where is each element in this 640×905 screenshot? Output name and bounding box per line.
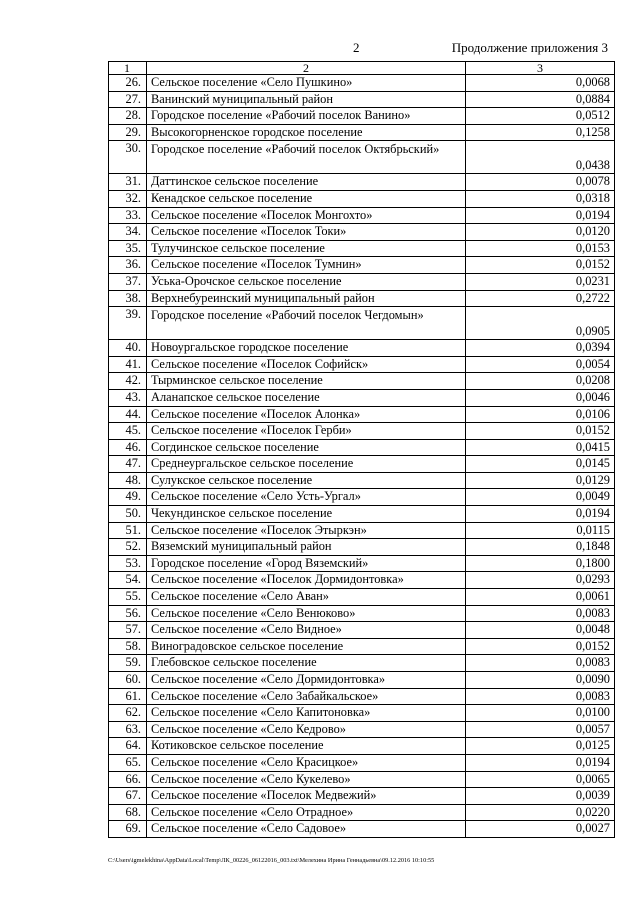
- table-row: [109, 439, 615, 456]
- coefficient-value: 0,0884: [466, 91, 615, 108]
- table-header-row: [109, 62, 615, 75]
- settlement-name: Сельское поселение «Село Отрадное»: [147, 804, 466, 821]
- row-number: 46.: [109, 439, 147, 456]
- settlement-name: Сельское поселение «Село Дормидонтовка»: [147, 672, 466, 689]
- coefficient-value: 0,1800: [466, 555, 615, 572]
- row-number: 53.: [109, 555, 147, 572]
- row-number: 60.: [109, 672, 147, 689]
- coefficient-value: 0,0065: [466, 771, 615, 788]
- table-row: [109, 622, 615, 639]
- coefficient-value: 0,0083: [466, 688, 615, 705]
- settlement-name: Сельское поселение «Поселок Герби»: [147, 423, 466, 440]
- coefficient-value: 0,0083: [466, 605, 615, 622]
- settlement-name: Сельское поселение «Село Аван»: [147, 589, 466, 606]
- settlement-name: Сельское поселение «Село Садовое»: [147, 821, 466, 838]
- coefficient-value: 0,0027: [466, 821, 615, 838]
- row-number: 26.: [109, 75, 147, 92]
- settlement-name: Сельское поселение «Село Видное»: [147, 622, 466, 639]
- table-row: [109, 224, 615, 241]
- table-row: [109, 340, 615, 357]
- settlement-name: Сулукское сельское поселение: [147, 472, 466, 489]
- table-row: [109, 75, 615, 92]
- row-number: 28.: [109, 108, 147, 125]
- settlement-name: [147, 307, 466, 340]
- coefficient-value: 0,0512: [466, 108, 615, 125]
- row-number: 62.: [109, 705, 147, 722]
- table-row: [109, 638, 615, 655]
- coefficient-value: 0,0152: [466, 423, 615, 440]
- settlement-name: Сельское поселение «Поселок Медвежий»: [147, 788, 466, 805]
- row-number: 69.: [109, 821, 147, 838]
- settlement-name: Аланапское сельское поселение: [147, 389, 466, 406]
- settlement-name: Сельское поселение «Село Капитоновка»: [147, 705, 466, 722]
- settlement-name: Сельское поселение «Село Усть-Ургал»: [147, 489, 466, 506]
- table-row: [109, 406, 615, 423]
- coefficient-value: 0,0048: [466, 622, 615, 639]
- row-number: 29.: [109, 124, 147, 141]
- row-number: 35.: [109, 240, 147, 257]
- table-row: [109, 423, 615, 440]
- row-number: 37.: [109, 273, 147, 290]
- table-row: [109, 141, 615, 174]
- row-number: 38.: [109, 290, 147, 307]
- settlement-name: Среднеургальское сельское поселение: [147, 456, 466, 473]
- continuation-caption: Продолжение приложения 3: [451, 40, 608, 55]
- settlement-name: Чекундинское сельское поселение: [147, 506, 466, 523]
- table-row: [109, 389, 615, 406]
- coefficient-value: 0,0220: [466, 804, 615, 821]
- settlement-name: Сельское поселение «Село Кукелево»: [147, 771, 466, 788]
- coefficient-value: 0,0054: [466, 356, 615, 373]
- settlement-name: Сельское поселение «Село Красицкое»: [147, 754, 466, 771]
- table-row: [109, 472, 615, 489]
- coefficient-value: 0,0090: [466, 672, 615, 689]
- settlement-name: Вяземский муниципальный район: [147, 539, 466, 556]
- table-row: [109, 522, 615, 539]
- table-row: [109, 207, 615, 224]
- table-row: [109, 373, 615, 390]
- table-row: [109, 655, 615, 672]
- coefficient-value: 0,0106: [466, 406, 615, 423]
- settlement-name: Сельское поселение «Село Кедрово»: [147, 721, 466, 738]
- row-number: 32.: [109, 190, 147, 207]
- table-row: [109, 771, 615, 788]
- page-number: 2: [353, 40, 360, 55]
- table-row: [109, 307, 615, 340]
- table-row: [109, 705, 615, 722]
- coefficient-value: 0,0100: [466, 705, 615, 722]
- row-number: 44.: [109, 406, 147, 423]
- row-number: 67.: [109, 788, 147, 805]
- column-header-3: 3: [466, 62, 615, 75]
- table-row: [109, 174, 615, 191]
- coefficient-value: 0,0394: [466, 340, 615, 357]
- settlement-name: Уська-Орочское сельское поселение: [147, 273, 466, 290]
- row-number: 43.: [109, 389, 147, 406]
- coefficient-value: 0,0125: [466, 738, 615, 755]
- coefficient-value: 0,0129: [466, 472, 615, 489]
- settlement-name: Сельское поселение «Поселок Токи»: [147, 224, 466, 241]
- row-number: 61.: [109, 688, 147, 705]
- table-row: [109, 721, 615, 738]
- table-row: [109, 672, 615, 689]
- coefficient-value: 0,0049: [466, 489, 615, 506]
- table-row: [109, 738, 615, 755]
- coefficient-value: 0,0208: [466, 373, 615, 390]
- row-number: 41.: [109, 356, 147, 373]
- settlement-name: Виноградовское сельское поселение: [147, 638, 466, 655]
- coefficient-value: 0,0438: [466, 141, 615, 174]
- table-row: [109, 555, 615, 572]
- settlement-name: Сельское поселение «Село Забайкальское»: [147, 688, 466, 705]
- settlement-name: Сельское поселение «Поселок Алонка»: [147, 406, 466, 423]
- row-number: 64.: [109, 738, 147, 755]
- settlement-name: Сельское поселение «Село Пушкино»: [147, 75, 466, 92]
- settlement-name: Даттинское сельское поселение: [147, 174, 466, 191]
- row-number: 66.: [109, 771, 147, 788]
- row-number: 51.: [109, 522, 147, 539]
- table-row: [109, 788, 615, 805]
- row-number: 48.: [109, 472, 147, 489]
- settlement-name: Сельское поселение «Поселок Этыркэн»: [147, 522, 466, 539]
- row-number: 45.: [109, 423, 147, 440]
- row-number: 68.: [109, 804, 147, 821]
- row-number: 33.: [109, 207, 147, 224]
- table-row: [109, 91, 615, 108]
- coefficient-value: 0,0194: [466, 207, 615, 224]
- table-row: [109, 506, 615, 523]
- row-number: 42.: [109, 373, 147, 390]
- column-header-2: 2: [147, 62, 466, 75]
- coefficient-value: 0,0415: [466, 439, 615, 456]
- row-number: 40.: [109, 340, 147, 357]
- settlement-name-text: Городское поселение «Рабочий поселок Октябрьский»: [151, 142, 440, 157]
- coefficient-value: 0,1848: [466, 539, 615, 556]
- settlement-name: Глебовское сельское поселение: [147, 655, 466, 672]
- coefficient-value: 0,0152: [466, 257, 615, 274]
- settlement-name: Тулучинское сельское поселение: [147, 240, 466, 257]
- table-row: [109, 190, 615, 207]
- settlement-name-text: Городское поселение «Рабочий поселок Чегдомын»: [151, 308, 424, 323]
- settlement-name: Кенадское сельское поселение: [147, 190, 466, 207]
- table-row: [109, 821, 615, 838]
- table-row: [109, 124, 615, 141]
- row-number: 63.: [109, 721, 147, 738]
- row-number: 59.: [109, 655, 147, 672]
- settlement-name: Ванинский муниципальный район: [147, 91, 466, 108]
- row-number: 27.: [109, 91, 147, 108]
- coefficient-value: 0,0046: [466, 389, 615, 406]
- settlement-name: Городское поселение «Город Вяземский»: [147, 555, 466, 572]
- coefficient-value: 0,0057: [466, 721, 615, 738]
- settlement-name: [147, 141, 466, 174]
- settlement-name: Городское поселение «Рабочий поселок Ванино»: [147, 108, 466, 125]
- column-header-1: 1: [109, 62, 147, 75]
- row-number: 57.: [109, 622, 147, 639]
- row-number: 49.: [109, 489, 147, 506]
- table-row: [109, 273, 615, 290]
- coefficient-value: 0,0115: [466, 522, 615, 539]
- row-number: 54.: [109, 572, 147, 589]
- row-number: 58.: [109, 638, 147, 655]
- table-row: [109, 240, 615, 257]
- coefficient-value: 0,0318: [466, 190, 615, 207]
- settlement-name: Высокогорненское городское поселение: [147, 124, 466, 141]
- settlement-name: Сельское поселение «Поселок Монгохто»: [147, 207, 466, 224]
- table-row: [109, 108, 615, 125]
- coefficient-value: 0,0293: [466, 572, 615, 589]
- coefficient-value: 0,0153: [466, 240, 615, 257]
- row-number: 36.: [109, 257, 147, 274]
- row-number: 31.: [109, 174, 147, 191]
- coefficient-value: 0,1258: [466, 124, 615, 141]
- row-number: 34.: [109, 224, 147, 241]
- row-number: 47.: [109, 456, 147, 473]
- coefficient-value: 0,0120: [466, 224, 615, 241]
- table-row: [109, 589, 615, 606]
- table-row: [109, 605, 615, 622]
- settlement-name: Согдинское сельское поселение: [147, 439, 466, 456]
- table-row: [109, 290, 615, 307]
- row-number: 56.: [109, 605, 147, 622]
- coefficient-value: 0,0078: [466, 174, 615, 191]
- coefficient-value: 0,0039: [466, 788, 615, 805]
- table-row: [109, 257, 615, 274]
- coefficient-value: 0,0905: [466, 307, 615, 340]
- table-row: [109, 754, 615, 771]
- row-number: 50.: [109, 506, 147, 523]
- table-row: [109, 456, 615, 473]
- coefficient-value: 0,2722: [466, 290, 615, 307]
- coefficient-value: 0,0194: [466, 506, 615, 523]
- table-row: [109, 356, 615, 373]
- coefficient-value: 0,0061: [466, 589, 615, 606]
- coefficient-value: 0,0083: [466, 655, 615, 672]
- coefficient-value: 0,0145: [466, 456, 615, 473]
- settlement-name: Сельское поселение «Село Венюково»: [147, 605, 466, 622]
- row-number: 39.: [109, 307, 147, 340]
- coefficient-value: 0,0152: [466, 638, 615, 655]
- settlement-name: Сельское поселение «Поселок Софийск»: [147, 356, 466, 373]
- settlement-name: Котиковское сельское поселение: [147, 738, 466, 755]
- coefficient-value: 0,0194: [466, 754, 615, 771]
- row-number: 55.: [109, 589, 147, 606]
- table-row: [109, 572, 615, 589]
- file-path-footer: C:\Users\igmelekhina\AppData\Local\Temp\ЛК_00226_06122016_003.txt\Мелехина Ирина Геннадьевна\09.12.2016 10:10:55: [108, 857, 435, 864]
- table-row: [109, 539, 615, 556]
- settlement-name: Сельское поселение «Поселок Дормидонтовка»: [147, 572, 466, 589]
- row-number: 30.: [109, 141, 147, 174]
- table-row: [109, 804, 615, 821]
- coefficient-value: 0,0068: [466, 75, 615, 92]
- table-row: [109, 688, 615, 705]
- row-number: 65.: [109, 754, 147, 771]
- settlement-name: Верхнебуреинский муниципальный район: [147, 290, 466, 307]
- row-number: 52.: [109, 539, 147, 556]
- coefficient-value: 0,0231: [466, 273, 615, 290]
- settlement-name: Новоургальское городское поселение: [147, 340, 466, 357]
- table-row: [109, 489, 615, 506]
- allocation-table: [108, 61, 615, 838]
- settlement-name: Сельское поселение «Поселок Тумнин»: [147, 257, 466, 274]
- settlement-name: Тырминское сельское поселение: [147, 373, 466, 390]
